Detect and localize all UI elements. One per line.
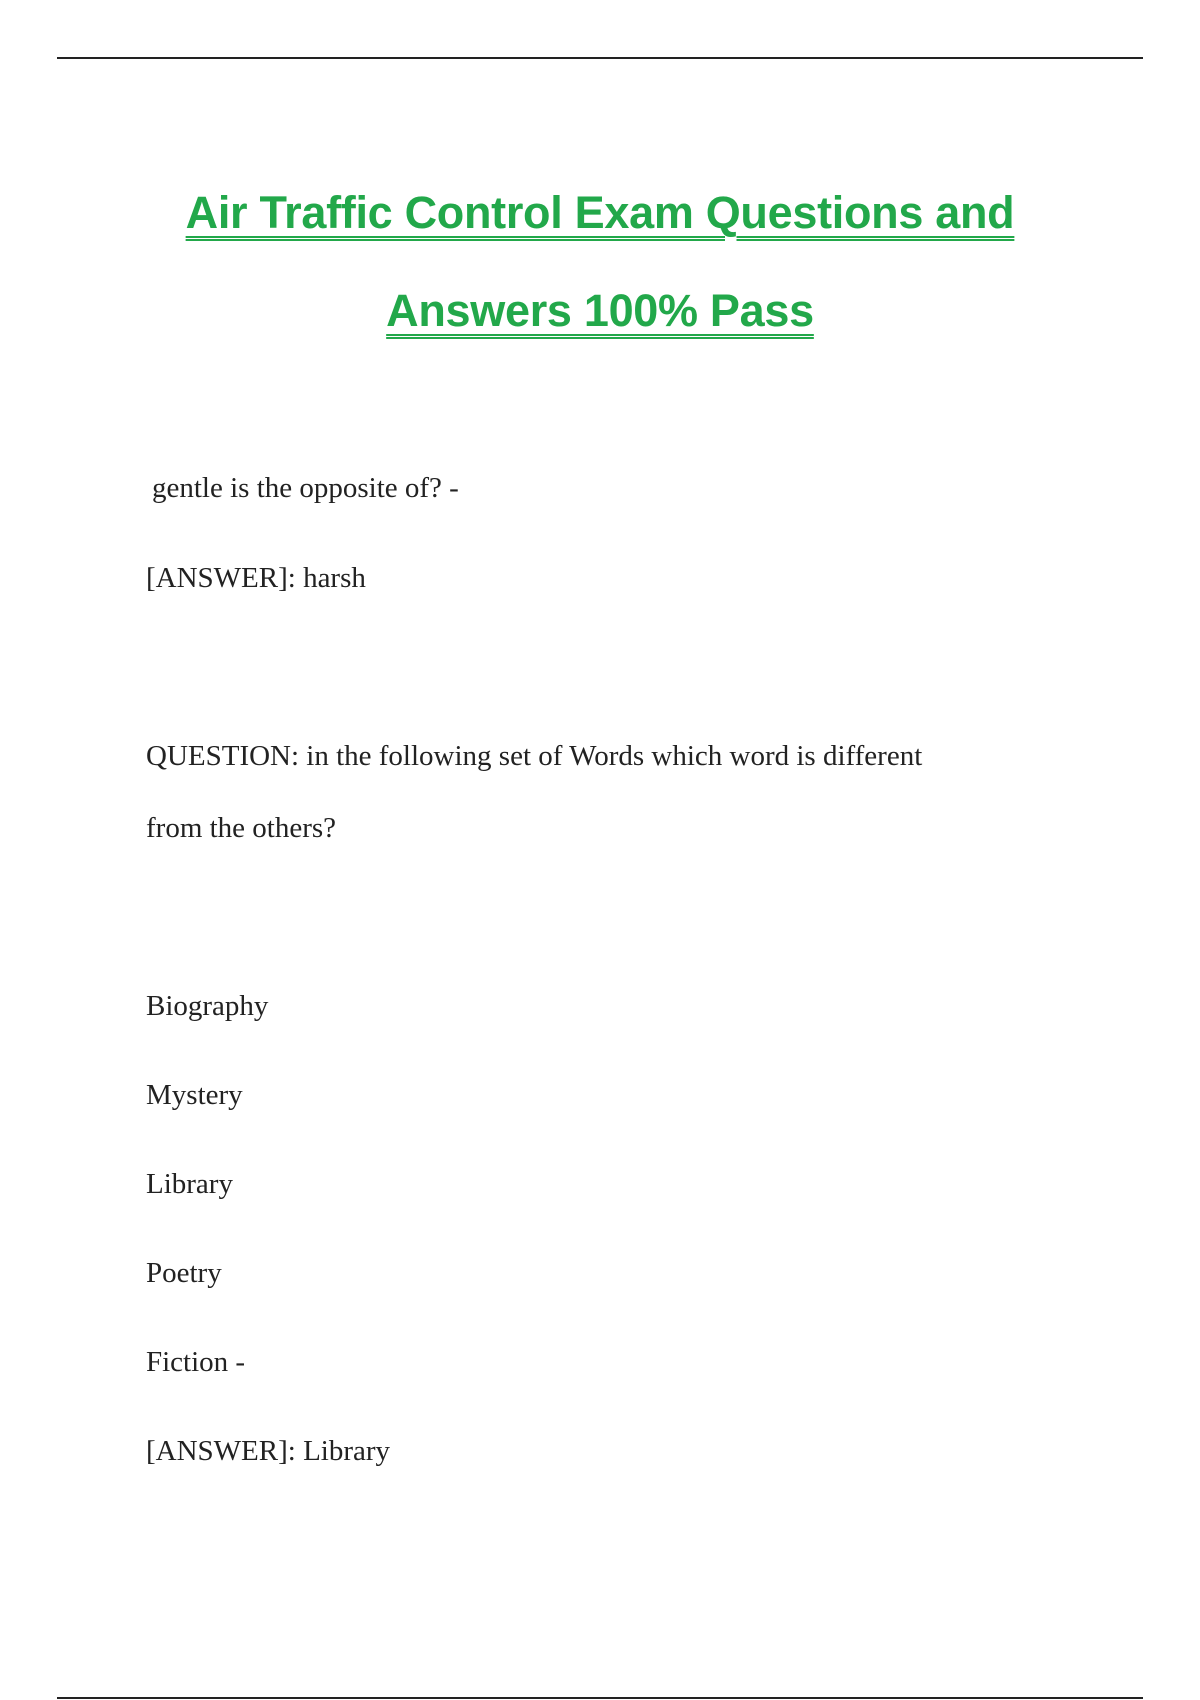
document-title-line-2: Answers 100% Pass bbox=[386, 285, 814, 336]
question-2-line-2: from the others? bbox=[146, 812, 337, 844]
option-mystery: Mystery bbox=[146, 1079, 243, 1111]
answer-2-text: [ANSWER]: Library bbox=[146, 1435, 391, 1467]
question-1-text: gentle is the opposite of? - bbox=[152, 472, 459, 504]
option-poetry: Poetry bbox=[146, 1257, 222, 1289]
option-biography: Biography bbox=[146, 990, 269, 1022]
answer-1-text: [ANSWER]: harsh bbox=[146, 562, 366, 594]
footer-rule bbox=[57, 1697, 1143, 1699]
option-fiction: Fiction - bbox=[146, 1346, 246, 1378]
option-library: Library bbox=[146, 1168, 233, 1200]
header-rule bbox=[57, 57, 1143, 59]
document-title-line-1: Air Traffic Control Exam Questions and bbox=[185, 187, 1015, 238]
question-2-line-1: QUESTION: in the following set of Words which word is different bbox=[146, 740, 923, 772]
